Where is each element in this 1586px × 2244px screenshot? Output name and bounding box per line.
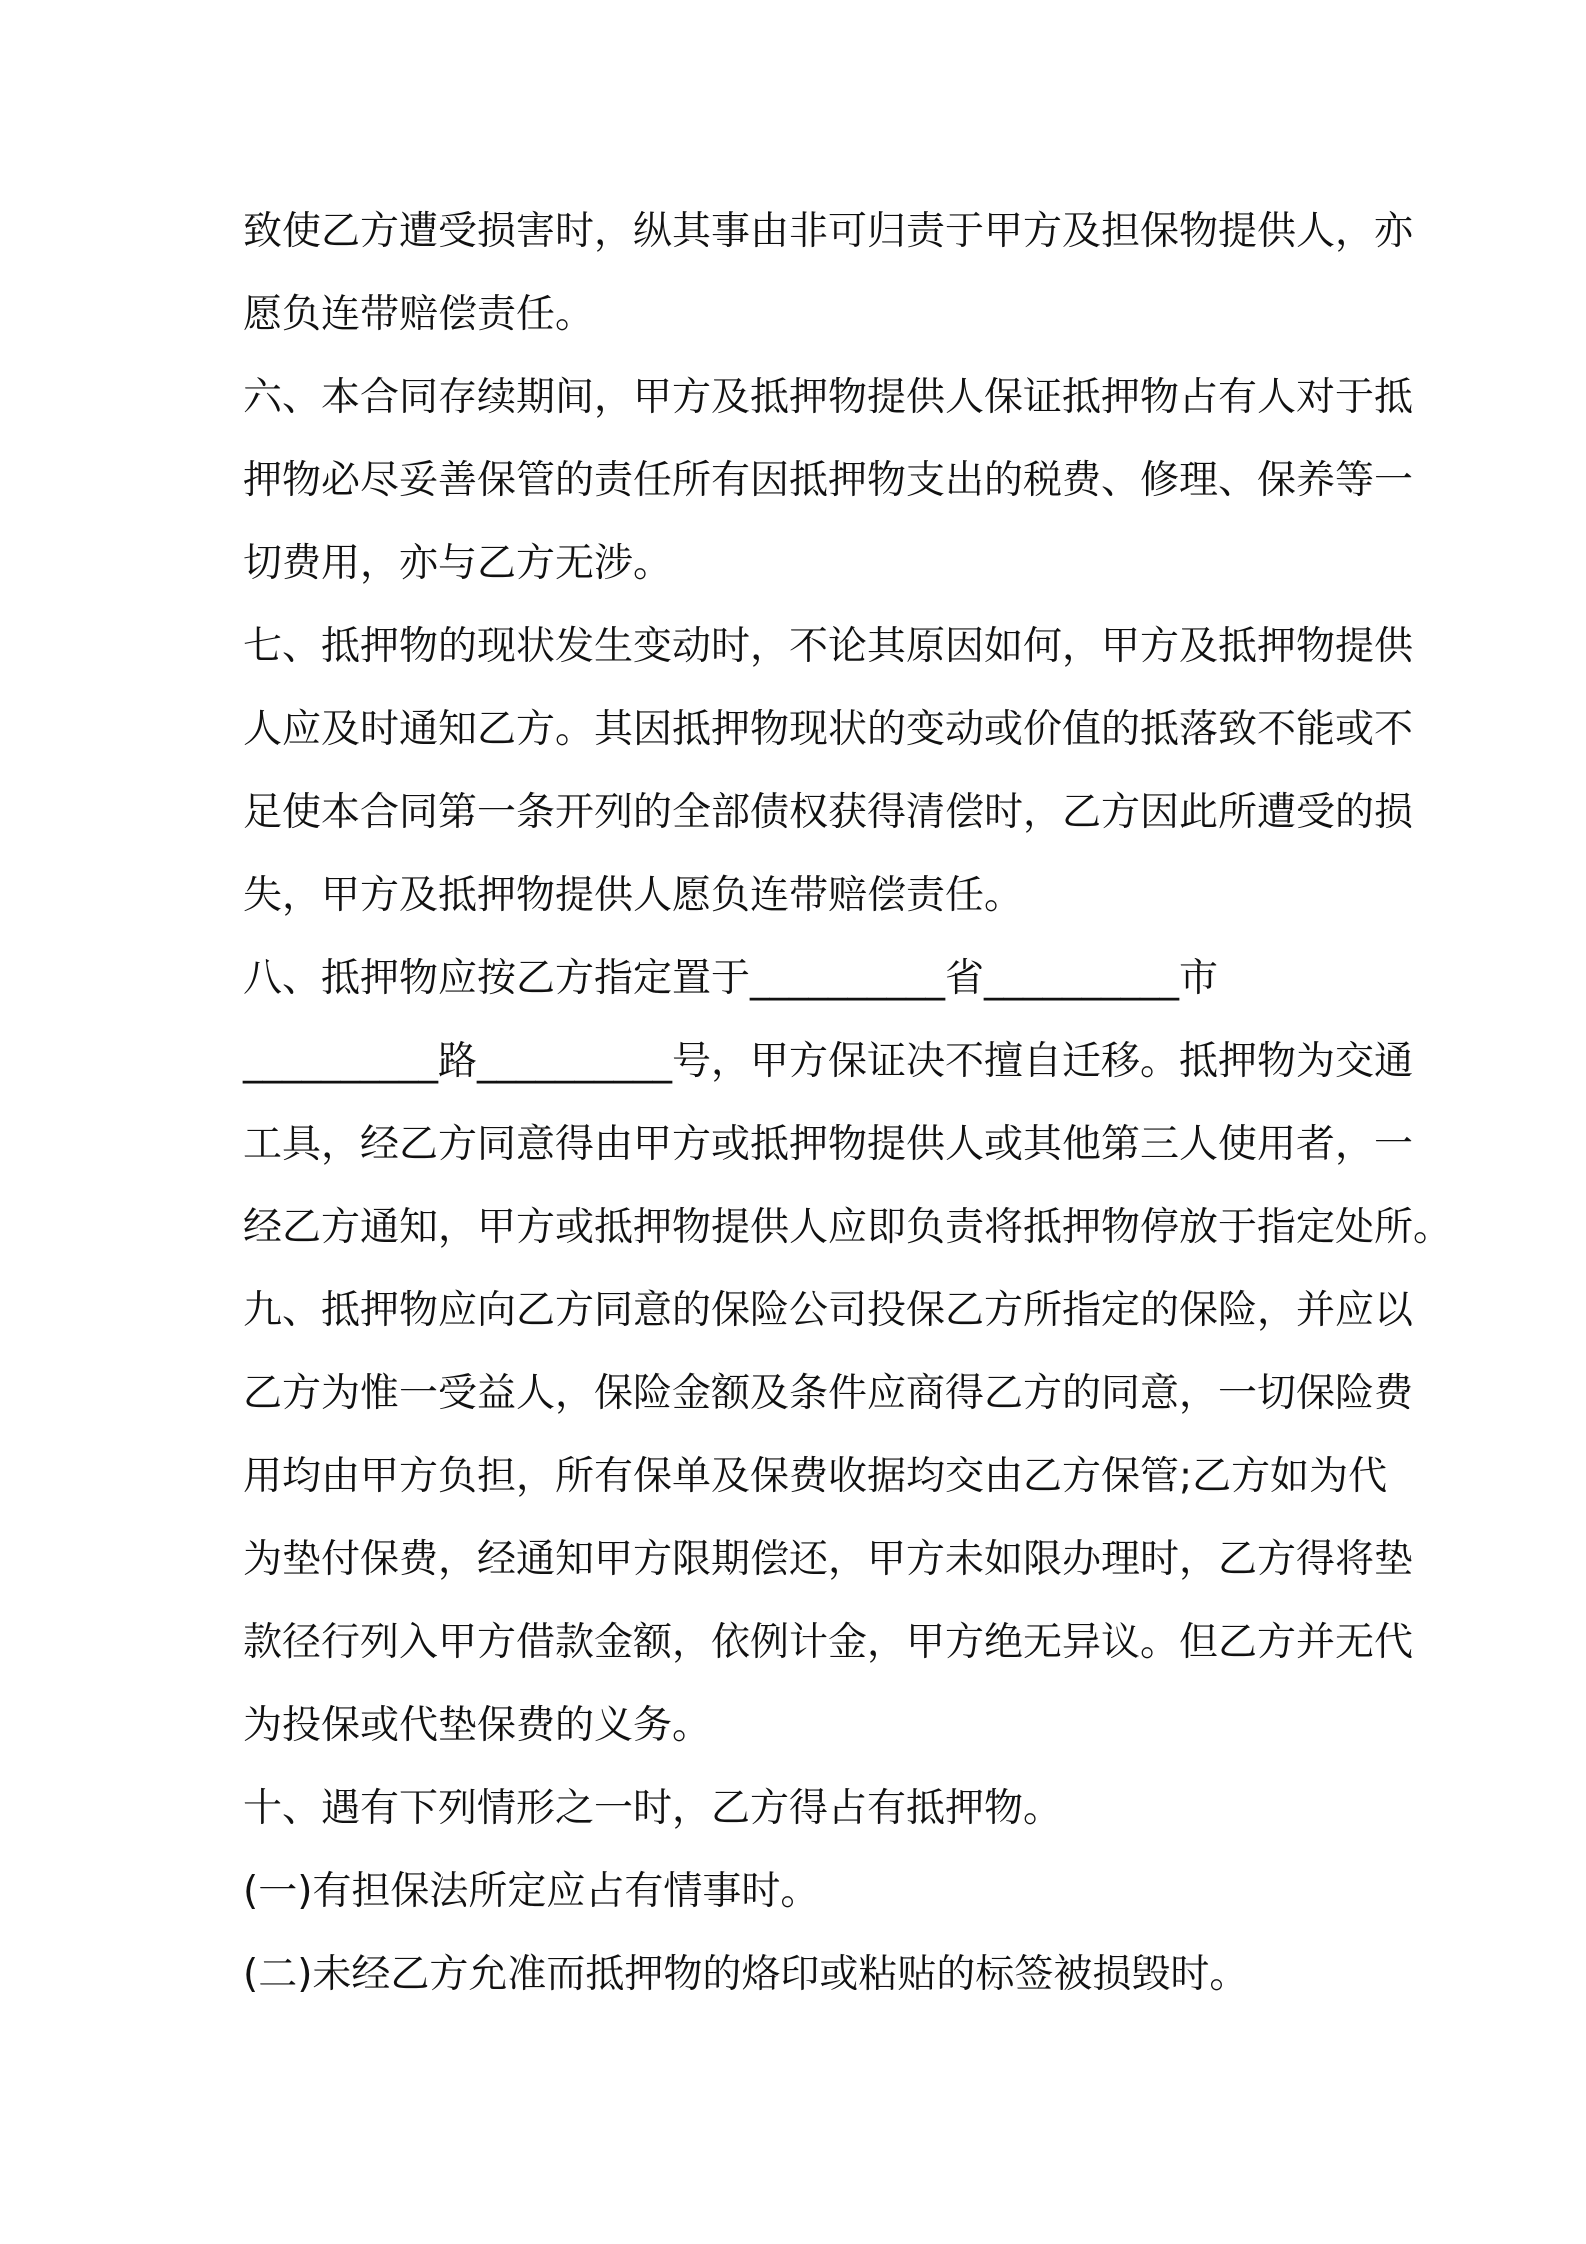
text-line: 用均由甲方负担，所有保单及保费收据均交由乙方保管;乙方如为代 <box>243 1454 1388 1499</box>
text-line: 切费用，亦与乙方无涉。 <box>243 541 673 586</box>
text-line: __________路__________号，甲方保证决不擅自迁移。抵押物为交通 <box>243 1039 1414 1084</box>
sub-item-2-line: (二)未经乙方允准而抵押物的烙印或粘贴的标签被损毁时。 <box>243 1952 1249 1997</box>
text-line: 款径行列入甲方借款金额，依例计金，甲方绝无异议。但乙方并无代 <box>243 1620 1414 1665</box>
clause-7-line: 七、抵押物的现状发生变动时，不论其原因如何，甲方及抵押物提供 <box>243 624 1414 669</box>
text-line: 工具，经乙方同意得由甲方或抵押物提供人或其他第三人使用者，一 <box>243 1122 1414 1167</box>
clause-10-line: 十、遇有下列情形之一时，乙方得占有抵押物。 <box>243 1786 1063 1831</box>
text-line: 致使乙方遭受损害时，纵其事由非可归责于甲方及担保物提供人，亦 <box>243 209 1414 254</box>
clause-6-line: 六、本合同存续期间，甲方及抵押物提供人保证抵押物占有人对于抵 <box>243 375 1414 420</box>
sub-item-1-line: (一)有担保法所定应占有情事时。 <box>243 1869 820 1914</box>
text-line: 人应及时通知乙方。其因抵押物现状的变动或价值的抵落致不能或不 <box>243 707 1414 752</box>
clause-9-line: 九、抵押物应向乙方同意的保险公司投保乙方所指定的保险，并应以 <box>243 1288 1414 1333</box>
text-line: 为投保或代垫保费的义务。 <box>243 1703 712 1748</box>
clause-8-line: 八、抵押物应按乙方指定置于__________省__________市 <box>243 956 1219 1001</box>
text-line: 足使本合同第一条开列的全部债权获得清偿时，乙方因此所遭受的损 <box>243 790 1414 835</box>
text-line: 押物必尽妥善保管的责任所有因抵押物支出的税费、修理、保养等一 <box>243 458 1414 503</box>
text-line: 为垫付保费，经通知甲方限期偿还，甲方未如限办理时，乙方得将垫 <box>243 1537 1414 1582</box>
text-line: 乙方为惟一受益人，保险金额及条件应商得乙方的同意，一切保险费 <box>243 1371 1414 1416</box>
text-line: 愿负连带赔偿责任。 <box>243 292 595 337</box>
contract-body <box>243 190 1453 2016</box>
text-line: 失，甲方及抵押物提供人愿负连带赔偿责任。 <box>243 873 1024 918</box>
text-line: 经乙方通知，甲方或抵押物提供人应即负责将抵押物停放于指定处所。 <box>243 1205 1453 1250</box>
